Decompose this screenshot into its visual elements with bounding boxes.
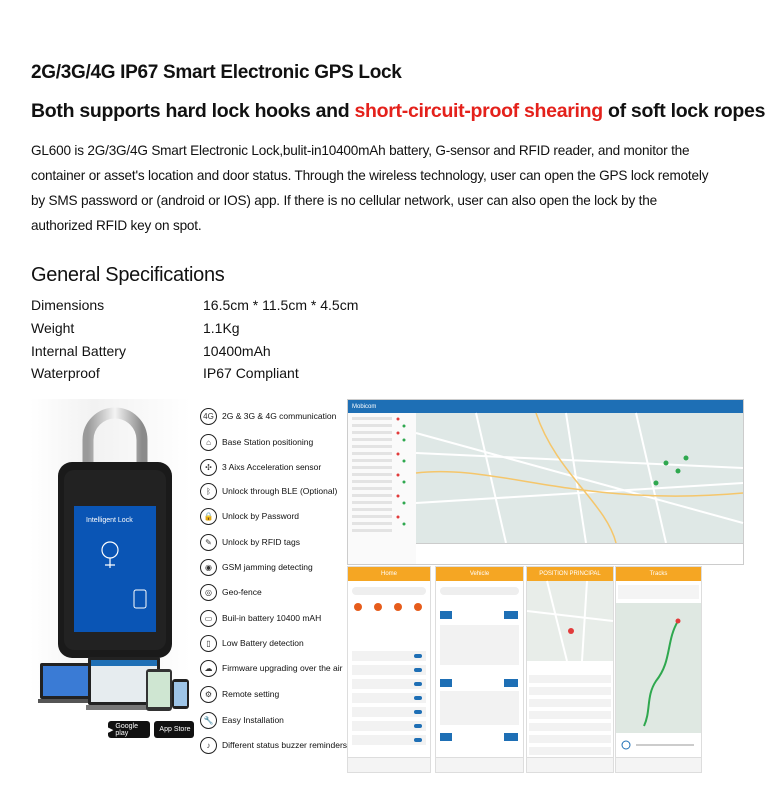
subtitle-part2: of soft lock ropes xyxy=(602,100,765,122)
buzzer-icon: ♪ xyxy=(200,737,217,754)
feature-item xyxy=(200,480,337,502)
subtitle-highlight: short-circuit-proof shearing xyxy=(354,100,603,122)
map-roads xyxy=(416,413,743,543)
rfid-icon: ✎ xyxy=(200,534,217,551)
spec-label-weight: Weight xyxy=(31,320,75,336)
web-sidebar xyxy=(348,413,417,564)
phone-header: POSITION PRINCIPAL xyxy=(527,567,613,581)
feature-text: Low Battery detection xyxy=(222,638,304,648)
axis-icon: ✣ xyxy=(200,459,217,476)
spec-value-weight: 1.1Kg xyxy=(203,320,240,336)
geofence-icon: ◎ xyxy=(200,584,217,601)
spec-label-dimensions: Dimensions xyxy=(31,297,105,313)
phone-tracks-content xyxy=(616,581,701,761)
web-device-list xyxy=(348,413,416,553)
phone-vehicle-content xyxy=(436,581,523,761)
lock-label: Intelligent Lock xyxy=(86,517,133,524)
feature-text: Unlock through BLE (Optional) xyxy=(222,486,338,496)
signal-icon: 4G xyxy=(200,408,217,425)
feature-text: Base Station positioning xyxy=(222,437,314,447)
feature-item xyxy=(200,709,284,731)
feature-text: Geo-fence xyxy=(222,587,262,597)
spec-value-battery: 10400mAh xyxy=(203,343,271,359)
feature-item xyxy=(200,431,313,453)
phone-screen-home xyxy=(347,566,431,773)
page-title: 2G/3G/4G IP67 Smart Electronic GPS Lock xyxy=(31,62,402,83)
feature-text: Different status buzzer reminders xyxy=(222,740,348,750)
feature-item xyxy=(200,683,279,705)
feature-item xyxy=(200,581,262,603)
web-topbar xyxy=(348,400,743,413)
specs-heading: General Specifications xyxy=(31,264,225,286)
phone-header: Tracks xyxy=(616,567,701,581)
feature-text: Remote setting xyxy=(222,689,280,699)
phone-position-content xyxy=(527,581,613,761)
product-description: GL600 is 2G/3G/4G Smart Electronic Lock,bulit-in10400mAh battery, G-sensor and RFID reader, and monitor the container or asset's location and door status. Through the wireless technology, user can open the GPS lock remotely by SMS password or (android or IOS) app. If there is no cellular network, user can also open the lock by the authorized RFID key on spot. xyxy=(31,143,709,233)
phone-header: Home xyxy=(348,567,430,581)
google-play-label: Google play xyxy=(115,722,138,737)
phone-tabbar xyxy=(348,757,430,772)
phone-tabbar xyxy=(616,757,701,772)
feature-item xyxy=(200,531,300,553)
phone-tabbar xyxy=(436,757,523,772)
remote-icon: ⚙ xyxy=(200,686,217,703)
page-subtitle xyxy=(31,100,765,123)
spec-value-dimensions: 16.5cm * 11.5cm * 4.5cm xyxy=(203,297,359,313)
feature-item xyxy=(200,405,336,427)
feature-text: Easy Installation xyxy=(222,715,284,725)
feature-item xyxy=(200,456,321,478)
phone-header: Vehicle xyxy=(436,567,523,581)
feature-item xyxy=(200,632,304,654)
web-table xyxy=(416,543,743,564)
spec-label-battery: Internal Battery xyxy=(31,343,126,359)
web-platform-screenshot xyxy=(347,399,744,565)
phone-screen-vehicle xyxy=(435,566,524,773)
google-play-badge[interactable] xyxy=(108,721,150,738)
feature-text: Buil-in battery 10400 mAH xyxy=(222,613,322,623)
web-map[interactable] xyxy=(416,413,743,544)
feature-text: Unlock by RFID tags xyxy=(222,537,300,547)
app-store-badge[interactable] xyxy=(154,721,194,738)
phone-screen-position xyxy=(526,566,614,773)
feature-item xyxy=(200,505,299,527)
feature-text: Firmware upgrading over the air xyxy=(222,663,343,673)
web-brand: Mobicom xyxy=(352,403,377,410)
feature-item xyxy=(200,556,313,578)
google-play-icon: ▶ xyxy=(108,726,114,734)
bluetooth-icon: ᛒ xyxy=(200,483,217,500)
low-battery-icon: ▯ xyxy=(200,635,217,652)
devices-image xyxy=(38,655,193,725)
firmware-icon: ☁ xyxy=(200,660,217,677)
tower-icon: ⌂ xyxy=(200,434,217,451)
app-store-label: App Store xyxy=(159,726,191,733)
feature-text: GSM jamming detecting xyxy=(222,562,313,572)
phone-home-content xyxy=(348,581,430,761)
battery-icon: ▭ xyxy=(200,610,217,627)
phone-screen-tracks xyxy=(615,566,702,773)
lock-product-image xyxy=(50,400,180,660)
feature-item xyxy=(200,607,321,629)
spec-label-waterproof: Waterproof xyxy=(31,365,100,381)
jamming-icon: ◉ xyxy=(200,559,217,576)
feature-text: Unlock by Password xyxy=(222,511,300,521)
phone-tabbar xyxy=(527,757,613,772)
feature-item xyxy=(200,734,347,756)
feature-text: 3 Aixs Acceleration sensor xyxy=(222,462,322,472)
password-icon: 🔒 xyxy=(200,508,217,525)
spec-value-waterproof: IP67 Compliant xyxy=(203,365,299,381)
install-icon: 🔧 xyxy=(200,712,217,729)
feature-item xyxy=(200,657,342,679)
feature-text: 2G & 3G & 4G communication xyxy=(222,411,337,421)
subtitle-part1: Both supports hard lock hooks and xyxy=(31,100,355,122)
